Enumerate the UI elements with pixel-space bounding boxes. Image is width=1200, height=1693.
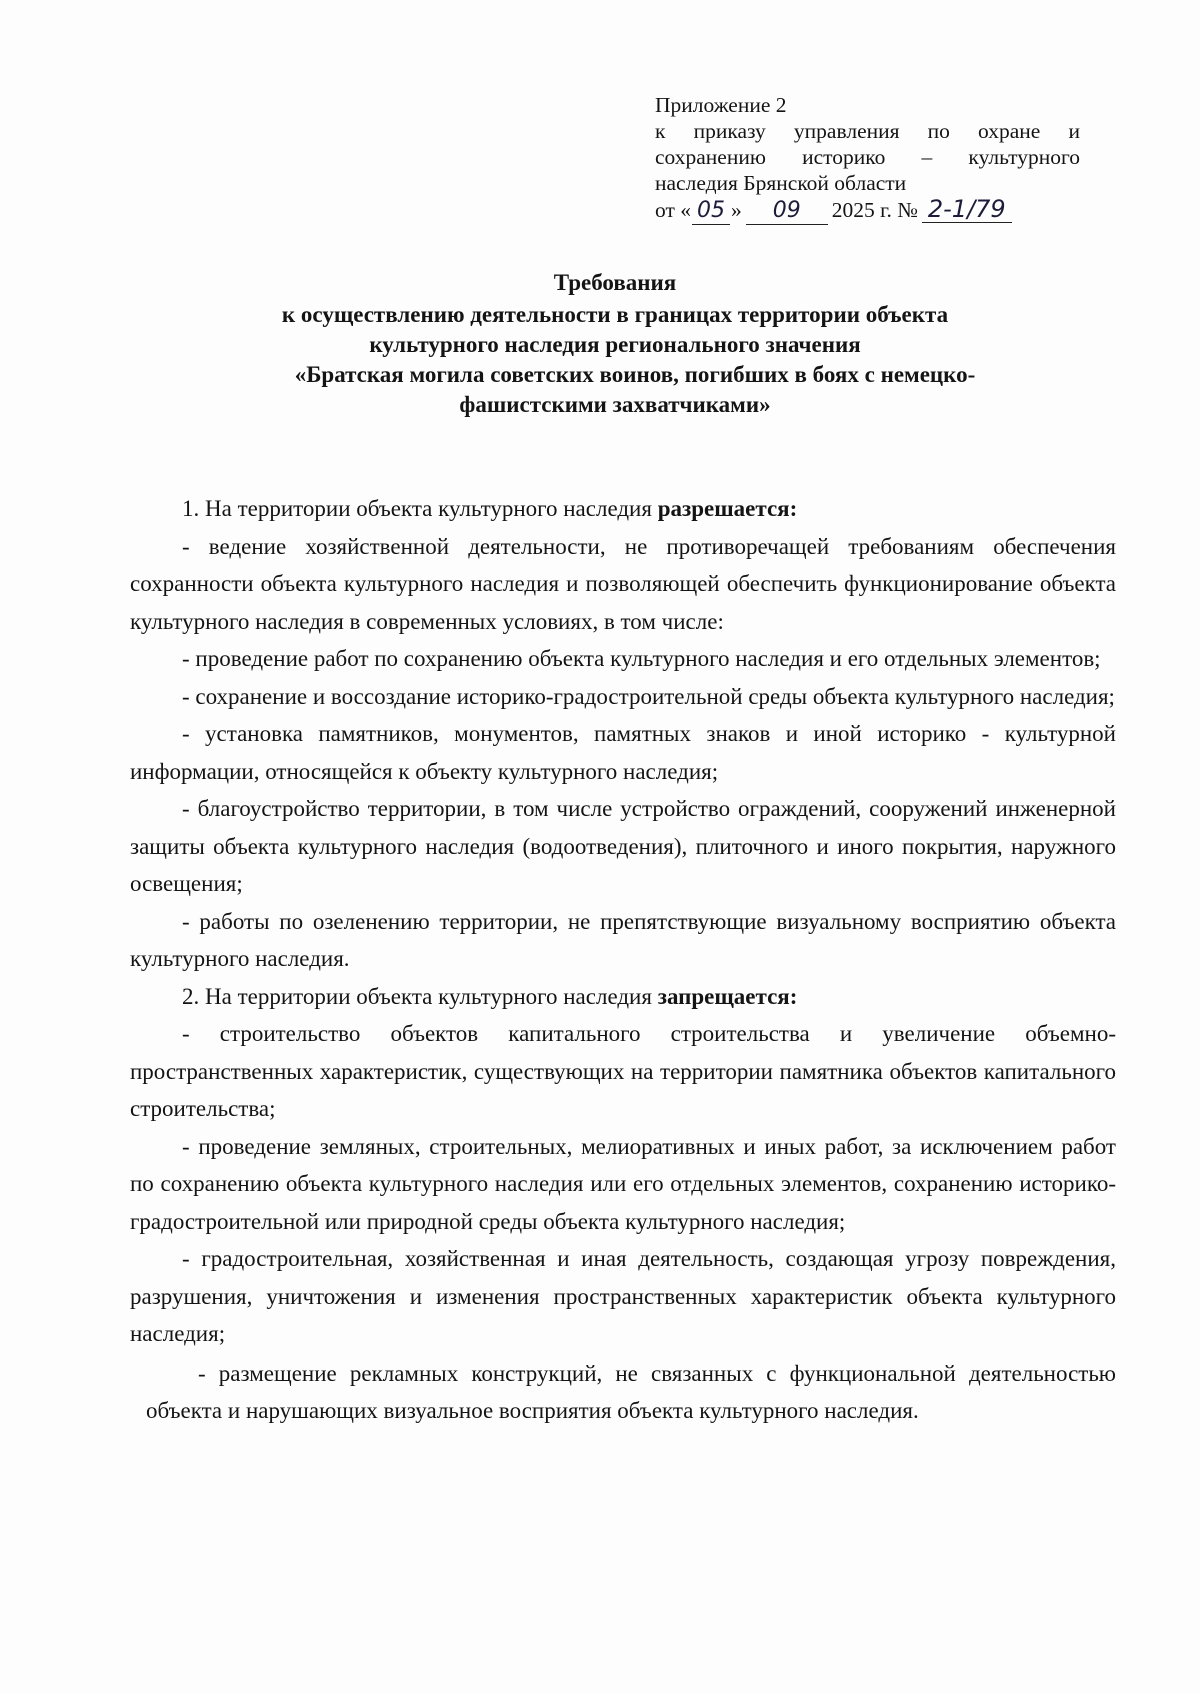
title-line-1: Требования [553, 270, 677, 295]
section-1-item: - установка памятников, монументов, памятных знаков и иной историко - культурной информации, относящейся к объекту культурного наследия; [130, 721, 1116, 784]
section-2-heading [130, 978, 1116, 1016]
date-prefix: от « [655, 198, 691, 222]
date-mid: » [731, 198, 742, 222]
title-line-4: «Братская могила советских воинов, погибших в боях с немецко- [294, 362, 976, 387]
section-1-heading [130, 490, 1116, 528]
section-2-item: - проведение земляных, строительных, мелиоративных и иных работ, за исключением работ по сохранению объекта культурного наследия или его отдельных элементов, сохранению историко-градостроительной или природной среды объекта культурного наследия; [130, 1133, 1116, 1234]
appendix-reference [655, 92, 1080, 225]
document-body [130, 490, 1116, 1430]
section-1-keyword: разрешается: [657, 496, 798, 521]
section-2-intro: 2. На территории объекта культурного наследия [182, 983, 658, 1009]
title-line-5: фашистскими захватчиками» [459, 392, 771, 417]
section-1-intro: 1. На территории объекта культурного наследия [182, 496, 658, 521]
handwritten-month: 09 [746, 198, 828, 225]
section-2-item: - размещение рекламных конструкций, не связанных с функциональной деятельностью объекта и нарушающих визуальное восприятия объекта культурного наследия. [146, 1360, 1116, 1423]
document-title [120, 268, 1110, 420]
handwritten-order-number: 2-1/79 [922, 196, 1012, 223]
section-1-item: - благоустройство территории, в том числе устройство ограждений, сооружений инженерной защиты объекта культурного наследия (водоотведения), плиточного и иного покрытия, наружного освещения; [130, 796, 1116, 896]
title-line-2: к осуществлению деятельности в границах территории объекта [281, 302, 949, 327]
section-2-item: - градостроительная, хозяйственная и иная деятельность, создающая угрозу повреждения, разрушения, уничтожения и изменения пространственных характеристик объекта культурного наследия; [130, 1246, 1116, 1346]
order-reference-line-1: к приказу управления по охране и [655, 119, 1080, 143]
section-1-item: - сохранение и воссоздание историко-градостроительной среды объекта культурного наследия; [182, 683, 1115, 709]
section-1-item: - работы по озеленению территории, не препятствующие визуальному восприятию объекта культурного наследия. [130, 908, 1116, 971]
title-line-3: культурного наследия регионального значения [369, 332, 861, 357]
order-reference-line-3: наследия Брянской области [655, 171, 907, 195]
section-1-item: - ведение хозяйственной деятельности, не противоречащей требованиям обеспечения сохранности объекта культурного наследия и позволяющей обеспечить функционирование объекта культурного наследия в современных условиях, в том числе: [130, 533, 1116, 634]
order-date-line [655, 196, 1080, 225]
date-year: 2025 г. № [831, 198, 918, 222]
handwritten-day: 05 [692, 198, 730, 225]
order-reference-line-2: сохранению историко – культурного [655, 145, 1080, 169]
section-1-item: - проведение работ по сохранению объекта культурного наследия и его отдельных элементов; [182, 646, 1101, 671]
section-2-keyword: запрещается: [657, 983, 798, 1009]
appendix-label: Приложение 2 [655, 93, 787, 117]
section-2-item: - строительство объектов капитального строительства и увеличение объемно-пространственных характеристик, существующих на территории памятника объектов капитального строительства; [130, 1021, 1116, 1121]
